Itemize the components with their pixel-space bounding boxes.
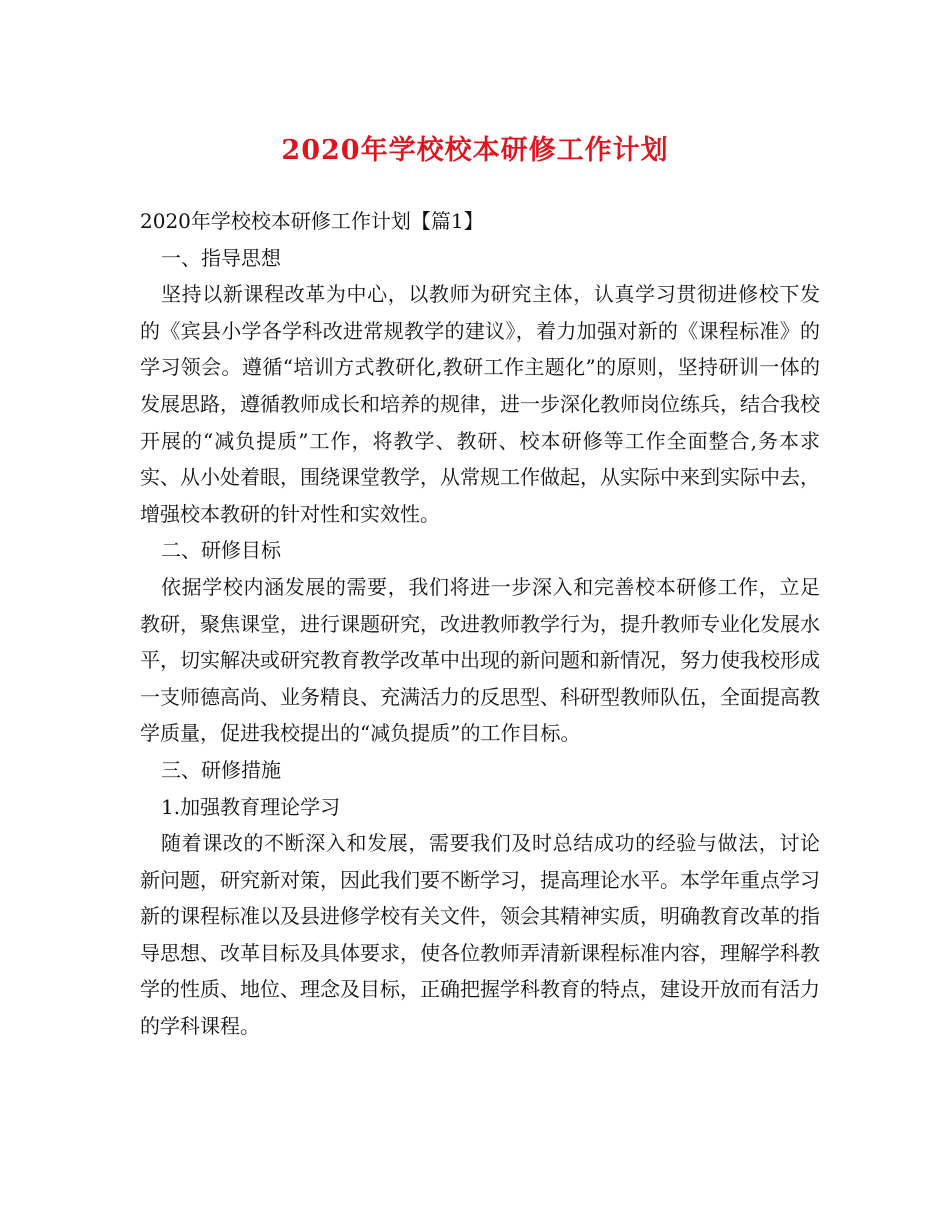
subsection-heading: 1.加强教育理论学习 xyxy=(161,794,341,819)
section-heading: 二、研修目标 xyxy=(161,538,281,563)
body-paragraph: 依据学校内涵发展的需要，我们将进一步深入和完善校本研修工作，立足教研，聚焦课堂，进行课题研究，改进教师教学行为，提升教师专业化发展水平，切实解决或研究教育教学改革中出现的新问题和新情况，努力使我校形成一支师德高尚、业务精良、充满活力的反思型、科研型教师队伍，全面提高教学质量，促进我校提出的“减负提质”的工作目标。 xyxy=(140,574,820,746)
section-heading: 2020年学校校本研修工作计划【篇1】 xyxy=(140,209,484,233)
document-body xyxy=(140,203,820,1045)
document-title: 2020年学校校本研修工作计划 xyxy=(281,135,669,166)
body-paragraph: 坚持以新课程改革为中心，以教师为研究主体，认真学习贯彻进修校下发的《宾县小学各学科改进常规教学的建议》，着力加强对新的《课程标准》的学习领会。遵循“培训方式教研化,教研工作主题化”的原则，坚持研训一体的发展思路，遵循教师成长和培养的规律，进一步深化教师岗位练兵，结合我校开展的“减负提质”工作，将教学、教研、校本研修等工作全面整合,务本求实、从小处着眼，围绕课堂教学，从常规工作做起，从实际中来到实际中去，增强校本教研的针对性和实效性。 xyxy=(140,282,820,526)
section-heading: 一、指导思想 xyxy=(161,245,281,270)
section-heading: 三、研修措施 xyxy=(161,757,281,782)
body-paragraph: 随着课改的不断深入和发展，需要我们及时总结成功的经验与做法，讨论新问题，研究新对策，因此我们要不断学习，提高理论水平。本学年重点学习新的课程标准以及县进修学校有关文件，领会其精神实质，明确教育改革的指导思想、改革目标及具体要求，使各位教师弄清新课程标准内容，理解学科教学的性质、地位、理念及目标，正确把握学科教育的特点，建设开放而有活力的学科课程。 xyxy=(140,831,820,1039)
